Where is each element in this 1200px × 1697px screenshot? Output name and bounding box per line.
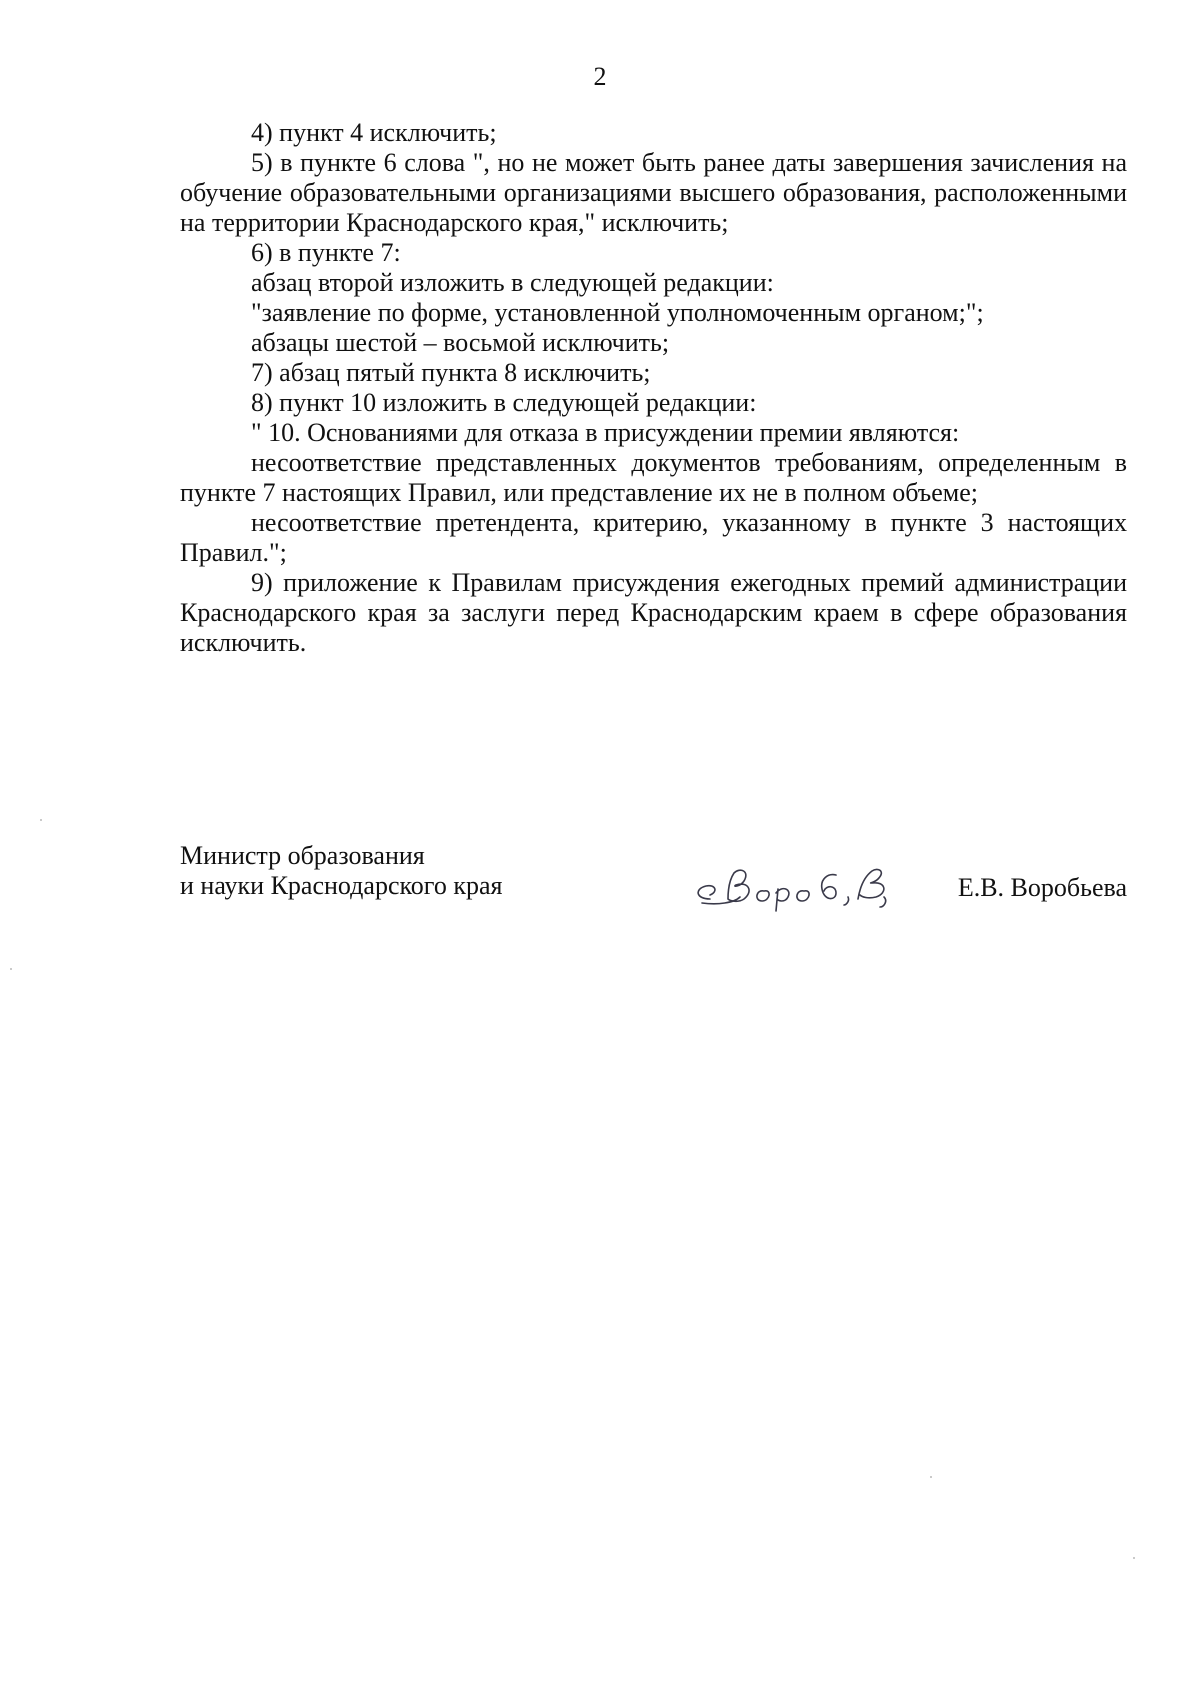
paragraph-item-5: 5) в пункте 6 слова ", но не может быть ранее даты завершения зачисления на обучение образовательными организациями высшего образования, расположенными на территории Краснодарского края," исключить; — [180, 148, 1127, 237]
paragraph-point-10: " 10. Основаниями для отказа в присуждении премии являются: — [251, 418, 960, 447]
paragraph-item-4: 4) пункт 4 исключить; — [251, 118, 497, 147]
signer-position-line-1: Министр образования — [180, 841, 425, 870]
scan-speck — [10, 968, 12, 970]
paragraph-item-6: 6) в пункте 7: — [251, 238, 401, 267]
paragraph-item-8: 8) пункт 10 изложить в следующей редакции: — [251, 388, 757, 417]
signer-position — [180, 841, 502, 901]
signature-block — [180, 841, 1127, 921]
signer-position-line-2: и науки Краснодарского края — [180, 871, 503, 900]
scan-speck — [40, 819, 42, 821]
signer-name: Е.В. Воробьева — [957, 873, 1127, 902]
paragraph-item-7: 7) абзац пятый пункта 8 исключить; — [251, 358, 651, 387]
paragraph-item-9: 9) приложение к Правилам присуждения ежегодных премий администрации Краснодарского края за заслуги перед Краснодарским краем в сфере образования исключить. — [180, 568, 1127, 657]
handwritten-signature — [688, 859, 918, 923]
paragraph-reason-documents: несоответствие представленных документов требованиям, определенным в пункте 7 настоящих Правил, или представление их не в полном объеме; — [180, 448, 1127, 507]
paragraph-reason-criterion: несоответствие претендента, критерию, указанному в пункте 3 настоящих Правил."; — [180, 508, 1127, 567]
paragraph-abzacy-exclude: абзацы шестой – восьмой исключить; — [251, 328, 670, 357]
paragraph-abzac-second: абзац второй изложить в следующей редакции: — [251, 268, 774, 297]
page-number: 2 — [593, 62, 607, 91]
scan-speck — [1133, 1557, 1135, 1559]
document-body — [180, 118, 1127, 658]
paragraph-application-form: "заявление по форме, установленной уполномоченным органом;"; — [251, 298, 984, 327]
scan-speck — [930, 1476, 932, 1478]
